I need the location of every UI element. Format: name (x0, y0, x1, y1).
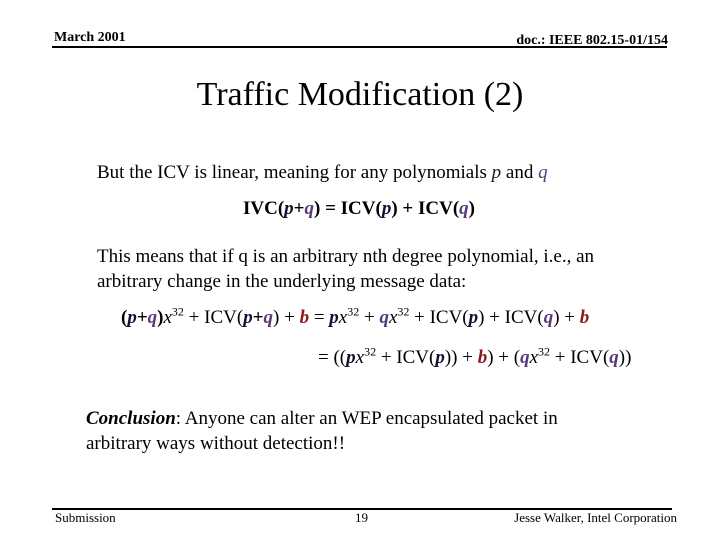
eq2-q4: q (543, 307, 554, 328)
eq3-q2: q (609, 347, 619, 368)
body-para2-line1: This means that if q is an arbitrary nth degree polynomial, i.e., an (97, 246, 595, 267)
equation-modification (121, 304, 590, 329)
eq1-q2: q (459, 198, 469, 219)
eq2-x2: x (338, 307, 348, 328)
eq2-s4: + ICV( (183, 307, 244, 328)
eq2-s7: = (309, 307, 330, 328)
eq3-s4: ) + ( (487, 347, 521, 368)
eq3-s1: = (( (318, 347, 347, 368)
eq3-s5: + ICV( (550, 347, 610, 368)
header-doc-id: doc.: IEEE 802.15-01/154 (516, 33, 668, 48)
eq2-q1: q (147, 307, 158, 328)
eq2-b2: b (579, 307, 590, 328)
eq2-q3: q (379, 307, 389, 328)
eq2-s9: + ICV( (409, 307, 469, 328)
eq1-plus: + (293, 198, 305, 219)
eq3-s6: )) (618, 347, 632, 368)
eq2-s8: + (359, 307, 380, 328)
eq3-x1: x (355, 347, 365, 368)
eq2-exp2: 32 (347, 304, 360, 319)
eq2-s1: ( (121, 307, 128, 328)
footer-submission: Submission (55, 510, 116, 525)
eq2-p3: p (329, 307, 339, 328)
eq2-s5: + (252, 307, 264, 328)
eq1-p2: p (381, 198, 392, 219)
body-para2-line2: arbitrary change in the underlying message data: (97, 271, 467, 292)
line1-var-q: q (538, 162, 548, 183)
header-date: March 2001 (54, 30, 126, 45)
eq3-p2: p (435, 347, 445, 368)
equation-linearity (243, 198, 475, 220)
eq2-p1: p (127, 307, 137, 328)
eq3-s2: + ICV( (376, 347, 436, 368)
header-rule (52, 46, 667, 48)
eq3-x2: x (529, 347, 539, 368)
eq2-x3: x (388, 307, 398, 328)
eq1-p1: p (284, 198, 294, 219)
eq2-b1: b (299, 307, 310, 328)
slide-title: Traffic Modification (2) (196, 76, 524, 113)
equation-regrouped (318, 344, 632, 369)
eq2-s6: ) + (273, 307, 300, 328)
line1-var-p: p (491, 162, 502, 183)
eq2-s3: ) (157, 307, 164, 328)
eq3-b1: b (477, 347, 488, 368)
eq1-c: ) + ICV( (391, 198, 460, 219)
eq3-p1: p (346, 347, 356, 368)
eq3-s3: )) + (444, 347, 478, 368)
eq2-p2: p (243, 307, 253, 328)
eq1-a: IVC( (243, 198, 285, 219)
eq2-exp1: 32 (171, 304, 184, 319)
eq3-exp2: 32 (538, 344, 551, 359)
eq2-p4: p (468, 307, 479, 328)
conclusion-line1 (86, 408, 558, 430)
body-line-linearity (97, 162, 548, 184)
eq3-q1: q (520, 347, 530, 368)
eq1-d: ) (468, 198, 475, 219)
eq3-exp1: 32 (364, 344, 377, 359)
eq2-s10: ) + ICV( (478, 307, 544, 328)
eq2-s2: + (136, 307, 148, 328)
eq2-exp3: 32 (397, 304, 410, 319)
line1-and: and (501, 162, 539, 183)
footer-author: Jesse Walker, Intel Corporation (514, 510, 677, 525)
eq2-x1: x (163, 307, 172, 328)
eq2-s11: ) + (553, 307, 580, 328)
eq1-b: ) = ICV( (314, 198, 382, 219)
conclusion-line2: arbitrary ways without detection!! (86, 433, 346, 454)
line1-prefix: But the ICV is linear, meaning for any polynomials (97, 162, 492, 183)
footer-page-number: 19 (355, 510, 368, 525)
conclusion-label: Conclusion (86, 408, 176, 429)
conclusion-text1: : Anyone can alter an WEP encapsulated packet in (175, 408, 558, 429)
eq1-q1: q (304, 198, 314, 219)
eq2-q2: q (263, 307, 274, 328)
